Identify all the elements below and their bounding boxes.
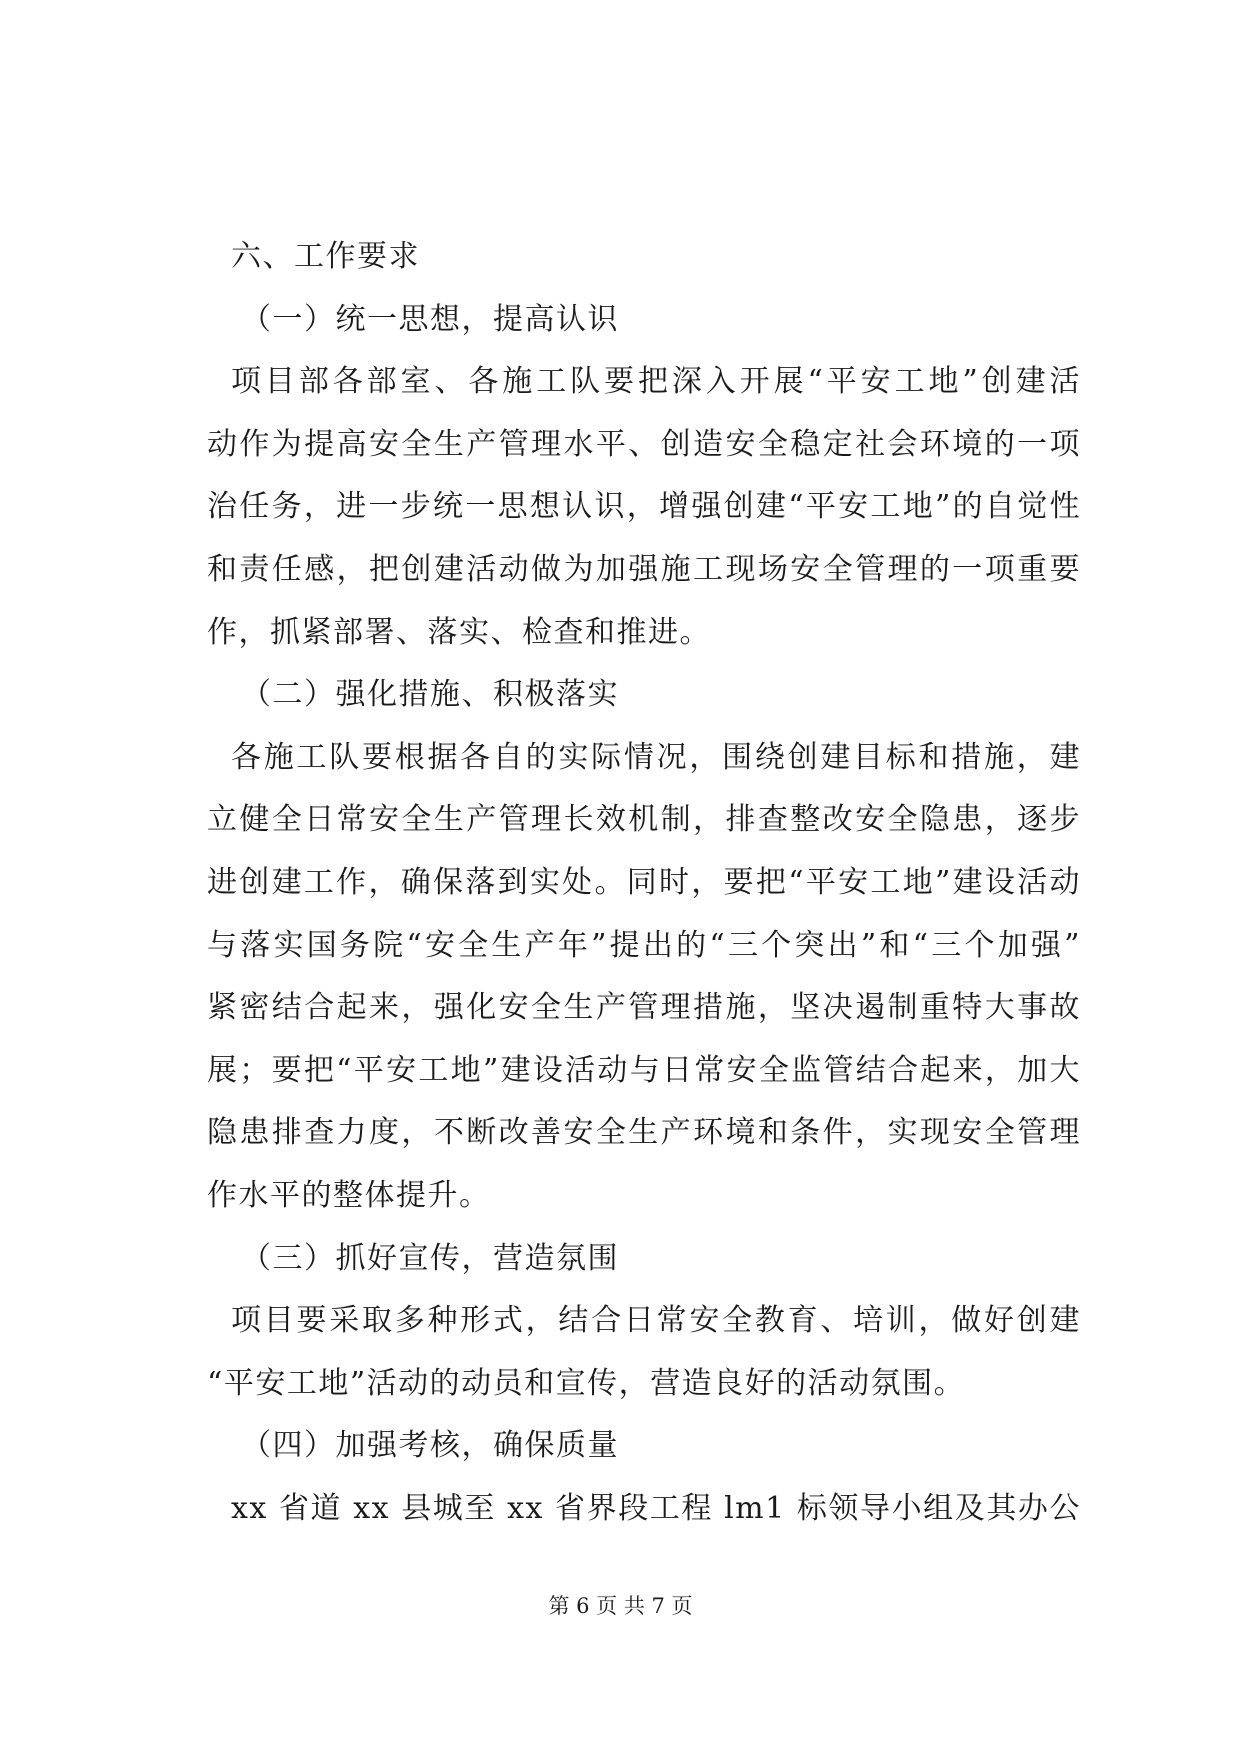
paragraph-3-line-1: 项目要采取多种形式，结合日常安全教育、培训，做好创建 <box>231 1303 1081 1339</box>
paragraph-1-line-5: 作，抓紧部署、落实、检查和推进。 <box>207 614 711 650</box>
paragraph-2-line-1: 各施工队要根据各自的实际情况，围绕创建目标和措施，建 <box>231 739 1081 775</box>
sub-heading-3: （三）抓好宣传，营造氛围 <box>241 1240 619 1276</box>
sub-heading-2: （二）强化措施、积极落实 <box>241 677 619 713</box>
paragraph-2-line-8: 作水平的整体提升。 <box>207 1177 491 1213</box>
document-body <box>207 226 1081 1540</box>
paragraph-2-line-7: 隐患排查力度，不断改善安全生产环境和条件，实现安全管理 <box>207 1115 1081 1151</box>
paragraph-3-line-2: “平安工地”活动的动员和宣传，营造良好的活动氛围。 <box>207 1365 966 1401</box>
paragraph-4-line-1: xx 省道 xx 县城至 xx 省界段工程 lm1 标领导小组及其办公 <box>231 1490 1081 1526</box>
paragraph-2-line-6: 展；要把“平安工地”建设活动与日常安全监管结合起来，加大 <box>207 1052 1081 1088</box>
sub-heading-1: （一）统一思想，提高认识 <box>241 301 619 337</box>
paragraph-2-line-3: 进创建工作，确保落到实处。同时，要把“平安工地”建设活动 <box>207 864 1081 900</box>
paragraph-1-line-3: 治任务，进一步统一思想认识，增强创建“平安工地”的自觉性 <box>207 489 1081 525</box>
paragraph-2-line-4: 与落实国务院“安全生产年”提出的“三个突出”和“三个加强” <box>207 927 1081 963</box>
paragraph-2-line-2: 立健全日常安全生产管理长效机制，排查整改安全隐患，逐步 <box>207 802 1081 838</box>
paragraph-1-line-2: 动作为提高安全生产管理水平、创造安全稳定社会环境的一项 <box>207 426 1081 462</box>
page-footer: 第 6 页 共 7 页 <box>548 1594 693 1618</box>
section-heading: 六、工作要求 <box>231 239 420 274</box>
paragraph-1-line-1: 项目部各部室、各施工队要把深入开展“平安工地”创建活 <box>231 364 1081 400</box>
sub-heading-4: （四）加强考核，确保质量 <box>241 1428 619 1464</box>
paragraph-1-line-4: 和责任感，把创建活动做为加强施工现场安全管理的一项重要 <box>207 551 1081 587</box>
paragraph-2-line-5: 紧密结合起来，强化安全生产管理措施，坚决遏制重特大事故 <box>207 990 1081 1026</box>
